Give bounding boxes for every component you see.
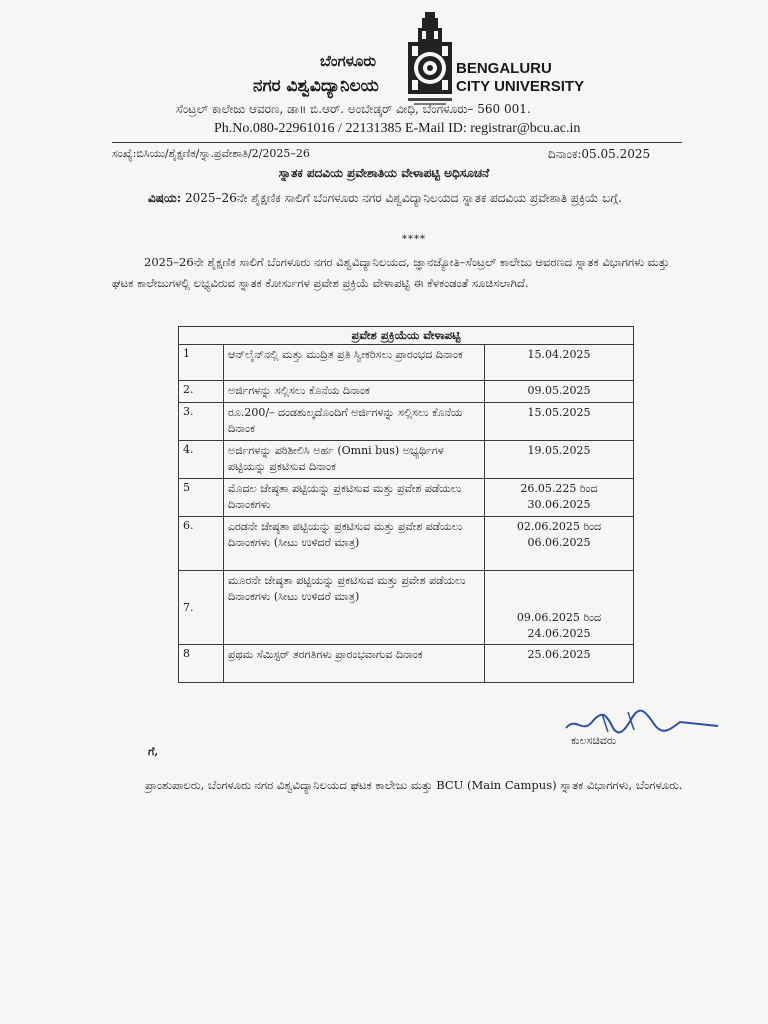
row-number: 6. xyxy=(179,517,224,571)
row-date: 25.06.2025 xyxy=(485,645,634,683)
row-number: 1 xyxy=(179,345,224,381)
to-label: ಗೆ, xyxy=(148,745,159,758)
header-kannada-line2: ನಗರ ವಿಶ್ವವಿದ್ಯಾನಿಲಯ xyxy=(253,76,379,96)
row-date: 26.05.225 ರಿಂದ 30.06.2025 xyxy=(485,479,634,517)
separator-stars: **** xyxy=(402,234,426,245)
header-contact: Ph.No.080-22961016 / 22131385 E-Mail ID: registrar@bcu.ac.in xyxy=(214,121,581,136)
header-english-line2: CITY UNIVERSITY xyxy=(456,78,585,95)
header-english-line1: BENGALURU xyxy=(456,60,552,77)
reference-number: ಸಂಖ್ಯೆ:ಬಿಸಿಯು/ಶೈಕ್ಷಣಿಕ/ಸ್ನಾ.ಪ್ರವೇಶಾತಿ/2/2025–26 xyxy=(112,147,310,160)
row-activity: ಮೊದಲ ಜೇಷ್ಠತಾ ಪಟ್ಟಿಯನ್ನು ಪ್ರಕಟಿಸುವ ಮತ್ತು ಪ್ರವೇಶ ಪಡೆಯಲು ದಿನಾಂಕಗಳು xyxy=(224,479,485,517)
row-activity: ಮೂರನೇ ಜೇಷ್ಠತಾ ಪಟ್ಟಿಯನ್ನು ಪ್ರಕಟಿಸುವ ಮತ್ತು ಪ್ರವೇಶ ಪಡೆಯಲು ದಿನಾಂಕಗಳು (ಸೀಟು ಉಳಿದರೆ ಮಾತ್ರ) xyxy=(224,571,485,645)
row-date: 15.04.2025 xyxy=(485,345,634,381)
table-row xyxy=(179,403,634,441)
row-activity: ಆನ್‌ಲೈನ್‌ನಲ್ಲಿ ಮತ್ತು ಮುದ್ರಿತ ಪ್ರತಿ ಸ್ವೀಕರಿಸಲು ಪ್ರಾರಂಭದ ದಿನಾಂಕ xyxy=(224,345,485,381)
row-activity: ಎರಡನೇ ಜೇಷ್ಠತಾ ಪಟ್ಟಿಯನ್ನು ಪ್ರಕಟಿಸುವ ಮತ್ತು ಪ್ರವೇಶ ಪಡೆಯಲು ದಿನಾಂಕಗಳು (ಸೀಟು ಉಳಿದರೆ ಮಾತ್ರ) xyxy=(224,517,485,571)
row-activity: ಪ್ರಥಮ ಸೆಮಿಸ್ಟರ್ ತರಗತಿಗಳು ಪ್ರಾರಂಭವಾಗುವ ದಿನಾಂಕ xyxy=(224,645,485,683)
subject-line xyxy=(148,188,688,209)
notice-title: ಸ್ನಾತಕ ಪದವಿಯ ಪ್ರವೇಶಾತಿಯ ವೇಳಾಪಟ್ಟಿ ಅಧಿಸೂಚನೆ xyxy=(278,166,490,180)
table-row xyxy=(179,345,634,381)
university-emblem-icon xyxy=(404,10,456,110)
row-activity: ರೂ.200/– ದಂಡಶುಲ್ಕದೊಂದಿಗೆ ಅರ್ಜಿಗಳನ್ನು ಸಲ್ಲಿಸಲು ಕೊನೆಯ ದಿನಾಂಕ xyxy=(224,403,485,441)
row-number: 4. xyxy=(179,441,224,479)
row-number: 7. xyxy=(179,571,224,645)
header-divider xyxy=(112,142,682,143)
row-number: 5 xyxy=(179,479,224,517)
row-number: 3. xyxy=(179,403,224,441)
recipients-text: ಪ್ರಾಂಶುಪಾಲರು, ಬೆಂಗಳೂರು ನಗರ ವಿಶ್ವವಿದ್ಯಾನಿಲಯದ ಘಟಕ ಕಾಲೇಜು ಮತ್ತು BCU (Main Campus) ಸ್ನಾತಕ ವಿಭಾಗಗಳು, ಬೆಂಗಳೂರು. xyxy=(145,778,683,792)
subject-text: 2025–26ನೇ ಶೈಕ್ಷಣಿಕ ಸಾಲಿಗೆ ಬೆಂಗಳೂರು ನಗರ ವಿಶ್ವವಿದ್ಯಾನಿಲಯದ ಸ್ನಾತಕ ಪದವಿಯ ಪ್ರವೇಶಾತಿ ಪ್ರಕ್ರಿಯೆ ಬಗ್ಗೆ. xyxy=(185,191,622,205)
schedule-title: ಪ್ರವೇಶ ಪ್ರಕ್ರಿಯೆಯ ವೇಳಾಪಟ್ಟಿ xyxy=(179,327,634,345)
reference-date: ದಿನಾಂಕ:05.05.2025 xyxy=(548,147,651,161)
table-row xyxy=(179,571,634,645)
row-date: 02.06.2025 ರಿಂದ 06.06.2025 xyxy=(485,517,634,571)
table-row xyxy=(179,645,634,683)
row-number: 8 xyxy=(179,645,224,683)
table-row xyxy=(179,517,634,571)
table-row xyxy=(179,381,634,403)
row-activity: ಅರ್ಜಿಗಳನ್ನು ಪರಿಶೀಲಿಸಿ ಅರ್ಹ (Omni bus) ಅಭ್ಯರ್ಥಿಗಳ ಪಟ್ಟಿಯನ್ನು ಪ್ರಕಟಿಸುವ ದಿನಾಂಕ xyxy=(224,441,485,479)
row-date: 19.05.2025 xyxy=(485,441,634,479)
table-row xyxy=(179,441,634,479)
table-header-row xyxy=(179,327,634,345)
row-activity: ಅರ್ಜಿಗಳನ್ನು ಸಲ್ಲಿಸಲು ಕೊನೆಯ ದಿನಾಂಕ xyxy=(224,381,485,403)
subject-label: ವಿಷಯ: xyxy=(148,191,182,205)
row-date: 15.05.2025 xyxy=(485,403,634,441)
header-kannada-line1: ಬೆಂಗಳೂರು xyxy=(320,52,377,70)
row-date: 09.06.2025 ರಿಂದ 24.06.2025 xyxy=(485,571,634,645)
row-number: 2. xyxy=(179,381,224,403)
admission-schedule-table xyxy=(178,326,634,683)
table-row xyxy=(179,479,634,517)
body-paragraph: 2025–26ನೇ ಶೈಕ್ಷಣಿಕ ಸಾಲಿಗೆ ಬೆಂಗಳೂರು ನಗರ ವಿಶ್ವವಿದ್ಯಾನಿಲಯದ, ಜ್ಞಾನಜ್ಯೋತಿ–ಸೆಂಟ್ರಲ್ ಕಾಲೇಜು ಆವರಣದ ಸ್ನಾತಕ ವಿಭಾಗಗಳು ಮತ್ತು ಘಟಕ ಕಾಲೇಜುಗಳಲ್ಲಿ ಲಭ್ಯವಿರುವ ಸ್ನಾತಕ ಕೋರ್ಸುಗಳ ಪ್ರವೇಶ ಪ್ರಕ್ರಿಯೆ ವೇಳಾಪಟ್ಟಿ ಈ ಕೆಳಕಂಡಂತೆ ಸೂಚಿಸಲಾಗಿದೆ. xyxy=(112,255,670,290)
row-date: 09.05.2025 xyxy=(485,381,634,403)
header-address: ಸೆಂಟ್ರಲ್ ಕಾಲೇಜು ಆವರಣ, ಡಾ॥ ಬಿ.ಆರ್. ಅಂಬೇಡ್ಕರ್ ವೀಧಿ, ಬೆಂಗಳೂರು– 560 001. xyxy=(176,102,531,116)
signatory-label: ಕುಲಸಚಿವರು xyxy=(571,734,617,747)
